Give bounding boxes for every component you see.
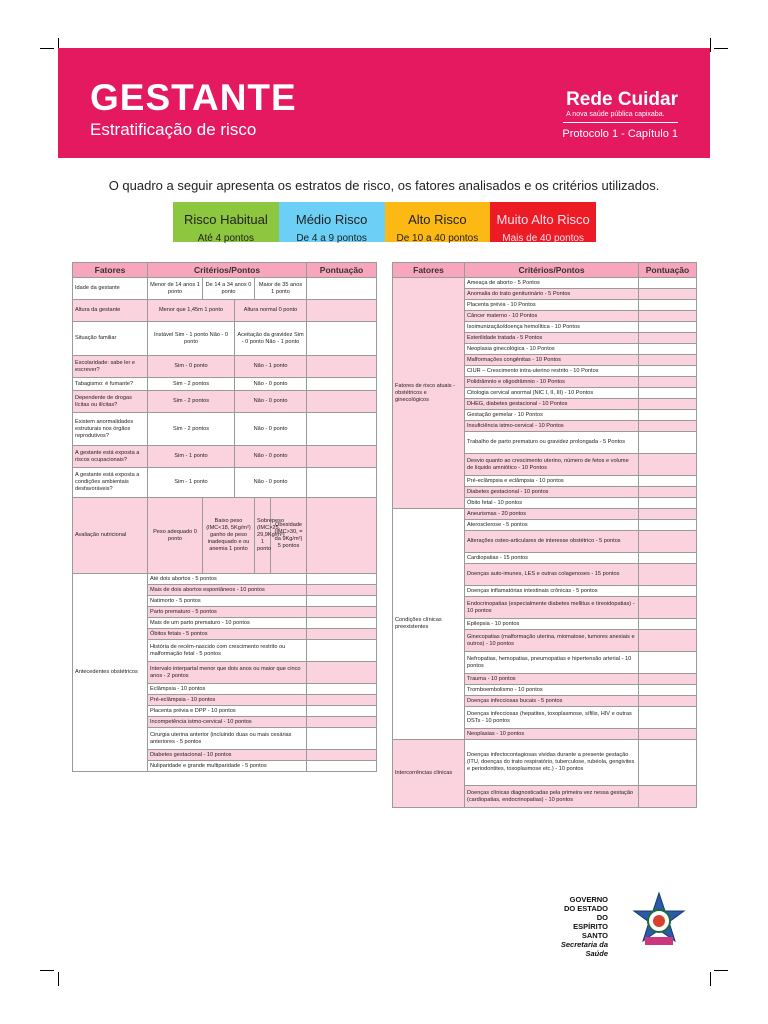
factor-label: Dependente de drogas lícitas ou ilícitas?	[73, 391, 148, 413]
criterion-cell: Sim - 2 pontos	[148, 378, 235, 391]
criterion-cell: Sim - 1 ponto	[148, 468, 235, 498]
score-cell[interactable]	[639, 410, 697, 421]
criterion-item: Intervalo interpartal menor que dois anos ou maior que cinco anos - 2 pontos	[148, 662, 307, 684]
risk-legend	[173, 202, 596, 242]
score-cell[interactable]	[307, 391, 377, 413]
score-cell[interactable]	[307, 717, 377, 728]
factor-label: Existem anormalidades estruturais nos órgãos reprodutivos?	[73, 413, 148, 446]
criterion-item: Até dois abortos - 5 pontos	[148, 574, 307, 585]
score-cell[interactable]	[639, 707, 697, 729]
criterion-item: Placenta prévia e DPP - 10 pontos	[148, 706, 307, 717]
score-cell[interactable]	[639, 355, 697, 366]
criterion-cell: Não - 1 ponto	[235, 356, 307, 378]
score-cell[interactable]	[639, 432, 697, 454]
crop-mark	[710, 38, 711, 52]
intro-text: O quadro a seguir apresenta os estratos de risco, os fatores analisados e os critérios utilizados.	[108, 178, 660, 193]
score-cell[interactable]	[307, 585, 377, 596]
factor-label: Altura da gestante	[73, 300, 148, 322]
criterion-cell: Não - 0 ponto	[235, 378, 307, 391]
criterion-item: Alterações osteo-articulares de interesse obstétrico - 5 pontos	[465, 531, 639, 553]
criterion-item: Neoplasias - 10 pontos	[465, 729, 639, 740]
criterion-item: Desvio quanto ao crescimento uterino, número de fetos e volume de líquido amniótico - 10 Pontos	[465, 454, 639, 476]
factor-label: Intercorrências clínicas	[393, 740, 465, 808]
divider	[563, 122, 678, 123]
factor-label: Avaliação nutricional	[73, 498, 148, 574]
score-cell[interactable]	[307, 378, 377, 391]
factor-label: Situação familiar	[73, 322, 148, 356]
col-pontuacao: Pontuação	[307, 263, 377, 278]
score-cell[interactable]	[639, 740, 697, 786]
criterion-item: Óbitos fetais - 5 pontos	[148, 629, 307, 640]
score-cell[interactable]	[307, 695, 377, 706]
legend-range: Até 4 pontos	[197, 233, 254, 244]
score-cell[interactable]	[639, 630, 697, 652]
score-cell[interactable]	[307, 596, 377, 607]
criterion-cell: Sim - 1 ponto	[148, 446, 235, 468]
criterion-item: Eclâmpsia - 10 pontos	[148, 684, 307, 695]
criterion-cell: Menor de 14 anos 1 ponto	[148, 278, 203, 300]
legend-habitual	[173, 202, 279, 242]
legend-range: Mais de 40 pontos	[502, 233, 584, 244]
crop-mark	[58, 972, 59, 986]
crop-mark	[40, 970, 54, 971]
criterion-item: Pré-eclâmpsia e eclâmpsia - 10 pontos	[465, 476, 639, 487]
criterion-item: Polidrâmnio e oligodrâmnio - 10 Pontos	[465, 377, 639, 388]
criterion-item: Câncer materno - 10 Pontos	[465, 311, 639, 322]
score-cell[interactable]	[307, 278, 377, 300]
legend-name: Alto Risco	[408, 212, 467, 227]
criterion-item: Diabetes gestacional - 10 pontos	[148, 750, 307, 761]
score-cell[interactable]	[307, 706, 377, 717]
criterion-item: Aneurismas - 20 pontos	[465, 509, 639, 520]
criterion-cell: Obesidade (IMC>30, = da 9Kg/m²) 5 pontos	[271, 498, 307, 574]
criterion-cell: Peso adequado 0 ponto	[148, 498, 203, 574]
score-cell[interactable]	[307, 446, 377, 468]
legend-muito-alto	[490, 202, 596, 242]
criterion-cell: De 14 a 34 anos 0 ponto	[203, 278, 255, 300]
criterion-item: Óbito fetal - 10 pontos	[465, 498, 639, 509]
col-fatores: Fatores	[393, 263, 465, 278]
criterion-item: Mais de dois abortos espontâneos - 10 pontos	[148, 585, 307, 596]
government-logo	[560, 895, 690, 958]
score-cell[interactable]	[639, 564, 697, 586]
score-cell[interactable]	[307, 684, 377, 695]
legend-name: Médio Risco	[295, 212, 368, 227]
criterion-item: Doenças infecciosas (hepatites, toxoplasmose, sífilis, HIV e outras DSTs - 10 pontos	[465, 707, 639, 729]
score-cell[interactable]	[307, 607, 377, 618]
crop-mark	[40, 48, 54, 49]
criterion-item: Isoimunização/doença hemolítica - 10 Pontos	[465, 322, 639, 333]
criterion-item: Diabetes gestacional - 10 pontos	[465, 487, 639, 498]
score-cell[interactable]	[639, 289, 697, 300]
factor-label: Tabagismo: é fumante?	[73, 378, 148, 391]
score-cell[interactable]	[639, 498, 697, 509]
criterion-item: Parto prematuro - 5 pontos	[148, 607, 307, 618]
criterion-cell: Não - 0 ponto	[235, 391, 307, 413]
legend-name: Risco Habitual	[183, 212, 268, 227]
gov-line: GOVERNO DO ESTADO	[563, 895, 608, 913]
criterion-cell: Aceitação da gravidez Sim - 0 ponto Não - 1 ponto	[235, 322, 307, 356]
criterion-item: Cardiopatias - 15 pontos	[465, 553, 639, 564]
criterion-item: Endocrinopatias (especialmente diabetes mellitus e tireoidopatias) - 10 pontos	[465, 597, 639, 619]
legend-name: Muito Alto Risco	[496, 212, 590, 227]
criterion-cell: Maior de 35 anos 1 ponto	[255, 278, 307, 300]
score-cell[interactable]	[639, 388, 697, 399]
factor-label: Idade da gestante	[73, 278, 148, 300]
criterion-item: Nefropatias, hemopatias, pneumopatias e hipertensão arterial - 10 pontos	[465, 652, 639, 674]
score-cell[interactable]	[307, 640, 377, 662]
col-fatores: Fatores	[73, 263, 148, 278]
score-cell[interactable]	[307, 629, 377, 640]
score-cell[interactable]	[307, 761, 377, 772]
score-cell[interactable]	[639, 487, 697, 498]
criterion-item: Doenças clínicas diagnosticadas pela primeira vez nessa gestação (cardiopatias, endocrinopatias) - 10 pontos	[465, 786, 639, 808]
crop-mark	[714, 48, 728, 49]
criterion-item: Ameaça de aborto - 5 Pontos	[465, 278, 639, 289]
criterion-item: Aterosclerose - 5 pontos	[465, 520, 639, 531]
criterion-item: Cirurgia uterina anterior (incluindo duas ou mais cesárias anteriores - 5 pontos	[148, 728, 307, 750]
score-cell[interactable]	[639, 454, 697, 476]
page-title: GESTANTE	[90, 77, 297, 118]
criterion-cell: Não - 0 ponto	[235, 468, 307, 498]
factor-label: A gestante está exposta a riscos ocupacionais?	[73, 446, 148, 468]
criterion-cell: Sobrepeso (IMC>25, 29,9Kg/m²) 1 ponto	[255, 498, 271, 574]
score-cell[interactable]	[639, 509, 697, 520]
criterion-item: Anomalia do trato geniturinário - 5 Pontos	[465, 289, 639, 300]
score-cell[interactable]	[307, 618, 377, 629]
criterion-item: Trauma - 10 pontos	[465, 674, 639, 685]
score-cell[interactable]	[639, 586, 697, 597]
score-cell[interactable]	[307, 356, 377, 378]
criterion-item: Pré-eclâmpsia - 10 pontos	[148, 695, 307, 706]
criterion-item: Ginecopatias (malformação uterina, miomatose, tumores anexiais e outros) - 10 pontos	[465, 630, 639, 652]
criterion-cell: Altura normal 0 ponto	[235, 300, 307, 322]
criterion-item: Trabalho de parto prematuro ou gravidez prolongada - 5 Pontos	[465, 432, 639, 454]
legend-alto	[385, 202, 491, 242]
government-text	[560, 895, 608, 958]
score-cell[interactable]	[639, 531, 697, 553]
score-cell[interactable]	[639, 696, 697, 707]
protocol-label: Protocolo 1 - Capítulo 1	[562, 128, 678, 140]
header-banner	[58, 48, 710, 158]
score-cell[interactable]	[639, 476, 697, 487]
criterion-item: Mais de um parto prematuro - 10 pontos	[148, 618, 307, 629]
score-cell[interactable]	[639, 366, 697, 377]
score-cell[interactable]	[639, 399, 697, 410]
coat-of-arms-icon	[628, 891, 690, 953]
criterion-item: Insuficiência istmo-cervical - 10 Pontos	[465, 421, 639, 432]
score-cell[interactable]	[639, 597, 697, 619]
criterion-cell: Menor que 1,45m 1 ponto	[148, 300, 235, 322]
score-cell[interactable]	[639, 344, 697, 355]
score-cell[interactable]	[307, 728, 377, 750]
score-cell[interactable]	[639, 278, 697, 289]
criterion-cell: Sim - 2 pontos	[148, 413, 235, 446]
criterion-cell: Não - 0 ponto	[235, 413, 307, 446]
score-cell[interactable]	[639, 300, 697, 311]
criterion-item: Nuliparidade e grande multiparidade - 5 pontos	[148, 761, 307, 772]
score-cell[interactable]	[639, 786, 697, 808]
factor-label: A gestante está exposta a condições ambientais desfavoráveis?	[73, 468, 148, 498]
score-cell[interactable]	[307, 468, 377, 498]
criterion-item: Doenças inflamatórias intestinais crônicas - 5 pontos	[465, 586, 639, 597]
criterion-cell: Sim - 2 pontos	[148, 391, 235, 413]
score-cell[interactable]	[639, 333, 697, 344]
col-pontuacao: Pontuação	[639, 263, 697, 278]
left-risk-table	[72, 262, 377, 772]
score-cell[interactable]	[639, 729, 697, 740]
brand-name: Rede Cuidar	[566, 89, 678, 110]
score-cell[interactable]	[307, 750, 377, 761]
criterion-cell: Sim - 0 ponto	[148, 356, 235, 378]
criterion-item: Gestação gemelar - 10 Pontos	[465, 410, 639, 421]
score-cell[interactable]	[639, 674, 697, 685]
brand-tagline: A nova saúde pública capixaba.	[566, 111, 665, 118]
right-risk-table	[392, 262, 697, 808]
criterion-item: Placenta prévia - 10 Pontos	[465, 300, 639, 311]
criterion-item: Citologia cervical anormal (NIC I, II, III) - 10 Pontos	[465, 388, 639, 399]
col-criterios: Critérios/Pontos	[148, 263, 307, 278]
score-cell[interactable]	[639, 619, 697, 630]
col-criterios: Critérios/Pontos	[465, 263, 639, 278]
crop-mark	[714, 970, 728, 971]
score-cell[interactable]	[307, 322, 377, 356]
score-cell[interactable]	[307, 300, 377, 322]
criterion-item: Doenças auto-imunes, LES e outras colagenoses - 15 pontos	[465, 564, 639, 586]
score-cell[interactable]	[307, 574, 377, 585]
legend-medio	[279, 202, 385, 242]
score-cell[interactable]	[639, 322, 697, 333]
criterion-item: Incompetência istmo-cervical - 10 pontos	[148, 717, 307, 728]
criterion-item: Esterilidade tratada - 5 Pontos	[465, 333, 639, 344]
criterion-cell: Instável Sim - 1 ponto Não - 0 ponto	[148, 322, 235, 356]
criterion-item: Epilepsia - 10 pontos	[465, 619, 639, 630]
factor-label: Condições clínicas preexistentes	[393, 509, 465, 740]
score-cell[interactable]	[639, 421, 697, 432]
crop-mark	[710, 972, 711, 986]
criterion-item: Natimorto - 5 pontos	[148, 596, 307, 607]
brand-logo	[566, 90, 678, 119]
gov-line: DO ESPÍRITO SANTO	[573, 913, 608, 940]
score-cell[interactable]	[639, 311, 697, 322]
factor-label: Escolaridade: sabe ler e escrever?	[73, 356, 148, 378]
criterion-cell: Não - 0 ponto	[235, 446, 307, 468]
legend-range: De 10 a 40 pontos	[396, 233, 479, 244]
criterion-item: Tromboembolismo - 10 pontos	[465, 685, 639, 696]
criterion-item: Malformações congênitas - 10 Pontos	[465, 355, 639, 366]
criterion-cell: Baixo peso (IMC<18, 5Kg/m²) ganho de peso inadequado e ou anemia 1 ponto	[203, 498, 255, 574]
factor-label: Antecedentes obstétricos	[73, 574, 148, 772]
score-cell[interactable]	[307, 662, 377, 684]
score-cell[interactable]	[639, 553, 697, 564]
score-cell[interactable]	[307, 498, 377, 574]
criterion-item: Neoplasia ginecológica - 10 Pontos	[465, 344, 639, 355]
criterion-item: CIUR – Crescimento intra-uterino restrito - 10 Pontos	[465, 366, 639, 377]
page-subtitle: Estratificação de risco	[90, 120, 257, 139]
criterion-item: DHEG, diabetes gestacional - 10 Pontos	[465, 399, 639, 410]
criterion-item: Doenças infectocontagiosas vividas durante a presente gestação (ITU, doenças do trato respiratório, tuberculose, rubéola, gengivites e periodontites, toxoplasmose etc.) - 10 pontos	[465, 740, 639, 786]
score-cell[interactable]	[639, 377, 697, 388]
legend-range: De 4 a 9 pontos	[296, 233, 367, 244]
score-cell[interactable]	[639, 685, 697, 696]
gov-line: Secretaria da Saúde	[560, 940, 608, 958]
score-cell[interactable]	[307, 413, 377, 446]
criterion-item: História de recém-nascido com crescimento restrito ou malformação fetal - 5 pontos	[148, 640, 307, 662]
score-cell[interactable]	[639, 520, 697, 531]
factor-label: Fatores de risco atuais - obstétricos e ginecológicos	[393, 278, 465, 509]
score-cell[interactable]	[639, 652, 697, 674]
criterion-item: Doenças infecciosas bucais - 5 pontos	[465, 696, 639, 707]
